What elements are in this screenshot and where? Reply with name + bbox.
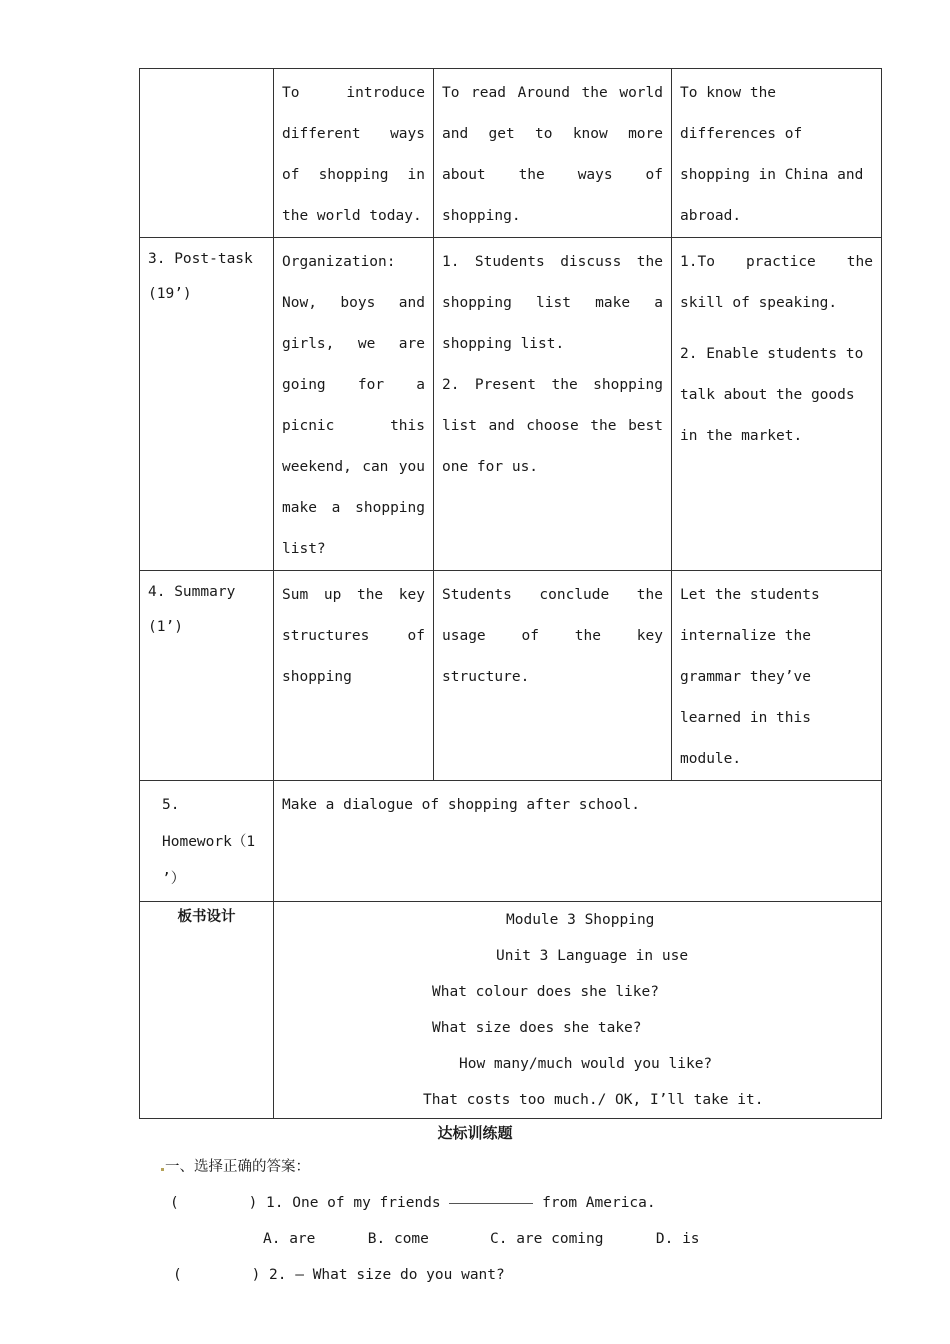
board-line: Module 3 Shopping <box>506 912 655 928</box>
step-title: Homework（1 <box>162 834 256 850</box>
purpose-cell <box>672 238 882 571</box>
table-row <box>140 238 882 571</box>
board-design-label: 板书设计 <box>140 902 274 1119</box>
question-text: from America. <box>542 1195 656 1211</box>
teacher-activity-cell: To introduce different ways of shopping in the world today. <box>274 69 434 238</box>
answer-blank <box>449 1202 533 1204</box>
table-row <box>140 902 882 1119</box>
homework-cell: Make a dialogue of shopping after school. <box>274 781 882 902</box>
table-row <box>140 781 882 902</box>
student-activity-2: 2. Present the shopping list and choose the best one for us. <box>442 377 663 475</box>
step-title: 3. Post-task <box>148 251 253 267</box>
step-cell <box>140 571 274 781</box>
purpose-2: 2. Enable students to talk about the goods in the market. <box>680 346 864 444</box>
student-activity-cell: To read Around the world and get to know more about the ways of shopping. <box>434 69 672 238</box>
mark-dot <box>161 1168 164 1171</box>
answer-paren: ( ) <box>173 1267 261 1283</box>
step-cell <box>140 781 274 902</box>
board-line: What size does she take? <box>432 1020 642 1036</box>
board-line: What colour does she like? <box>432 984 659 1000</box>
step-number: 5. <box>162 797 180 813</box>
step-cell <box>140 238 274 571</box>
purpose-cell: Let the students internalize the grammar they’ve learned in this module. <box>672 571 882 781</box>
purpose-cell: To know the differences of shopping in China and abroad. <box>672 69 882 238</box>
option-a: A. are <box>263 1231 316 1247</box>
question-text: 1. One of my friends <box>266 1195 441 1211</box>
board-line: Unit 3 Language in use <box>496 948 689 964</box>
student-activity-cell: Students conclude the usage of the key structure. <box>434 571 672 781</box>
student-activity-1: 1. Students discuss the shopping list make a shopping list. <box>442 254 663 352</box>
board-line: That costs too much./ OK, I’ll take it. <box>423 1092 764 1108</box>
step-time: (19’) <box>148 286 192 302</box>
step-time: (1’) <box>148 619 183 635</box>
option-b: B. come <box>367 1231 429 1247</box>
question-text: 2. — What size do you want? <box>269 1267 505 1283</box>
teacher-activity-cell: Organization: Now, boys and girls, we are going for a picnic this weekend, can you make a shopping list? <box>274 238 434 571</box>
table-row <box>140 69 882 238</box>
answer-paren: ( ) <box>170 1195 258 1211</box>
lesson-plan-table <box>139 68 882 1119</box>
board-line: How many/much would you like? <box>459 1056 713 1072</box>
question-1 <box>170 1195 656 1211</box>
board-design-cell <box>274 902 882 1119</box>
step-time: ’） <box>162 871 186 887</box>
option-c: C. are coming <box>490 1231 604 1247</box>
exercise-instruction: 一、选择正确的答案： <box>160 1155 310 1176</box>
teacher-activity-cell: Sum up the key structures of shopping <box>274 571 434 781</box>
options-row <box>263 1231 700 1247</box>
question-2 <box>173 1267 505 1283</box>
purpose-1: 1.To practice the skill of speaking. <box>680 254 873 311</box>
exercise-title: 达标训练题 <box>437 1124 513 1142</box>
step-cell <box>140 69 274 238</box>
student-activity-cell <box>434 238 672 571</box>
step-title: 4. Summary <box>148 584 236 600</box>
table-row <box>140 571 882 781</box>
option-d: D. is <box>655 1231 700 1247</box>
